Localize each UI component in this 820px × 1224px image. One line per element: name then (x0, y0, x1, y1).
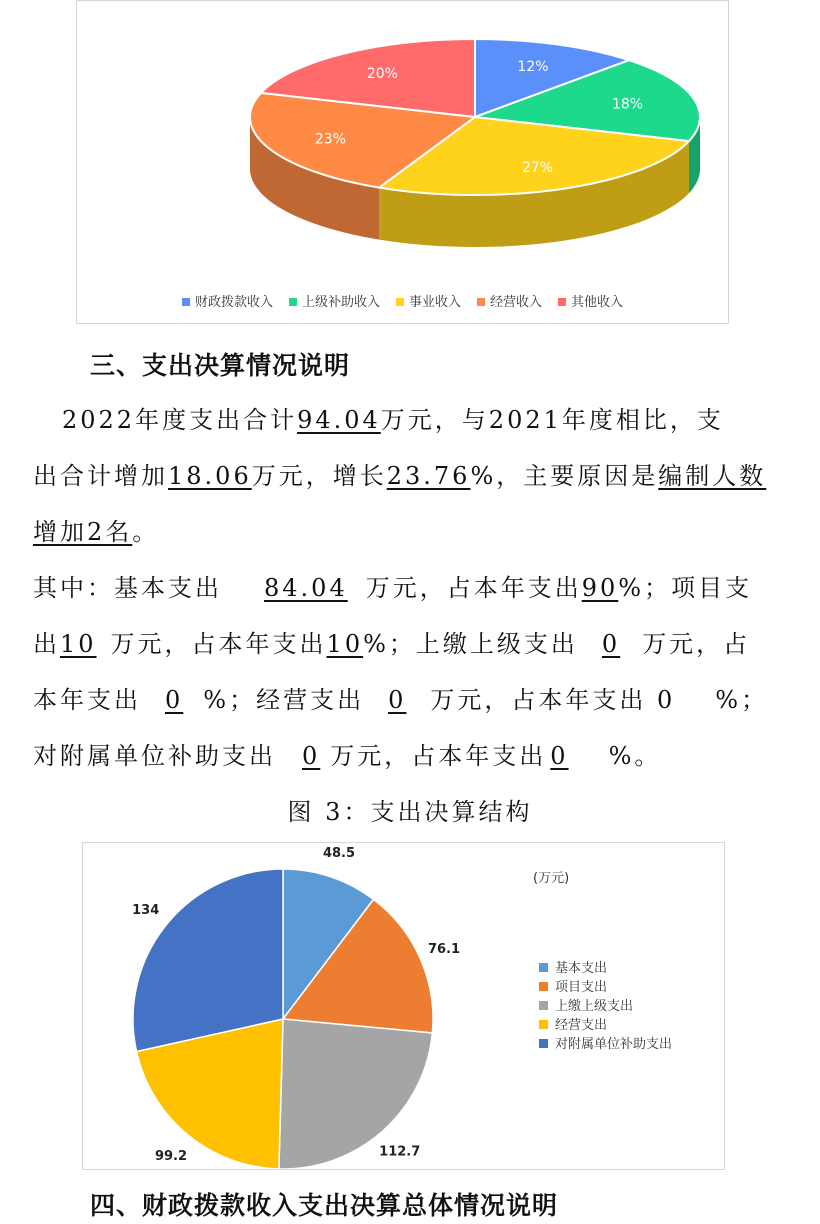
income-legend-item-0: 财政拨款收入 (182, 291, 273, 310)
income-legend-item-3: 经营收入 (477, 291, 542, 310)
income-pie-svg (77, 1, 728, 291)
expenditure-slice-label-2: 112.7 (379, 1144, 421, 1160)
paragraph-line-4: 其中：基本支出 84.04 万元，占本年支出90%；项目支 (33, 574, 753, 602)
section-heading-fiscal: 四、财政拨款收入支出决算总体情况说明 (90, 1191, 559, 1220)
expenditure-legend-item-4: 对附属单位补助支出 (539, 1035, 672, 1054)
paragraph-line-6: 本年支出 0 %；经营支出 0 万元，占本年支出 0 %； (33, 686, 769, 714)
income-legend-item-1: 上级补助收入 (289, 291, 380, 310)
expenditure-legend-item-2: 上缴上级支出 (539, 997, 672, 1016)
section-heading-expenditure: 三、支出决算情况说明 (90, 351, 351, 380)
expenditure-legend-item-1: 项目支出 (539, 978, 672, 997)
paragraph-line-5: 出10 万元，占本年支出10%；上缴上级支出 0 万元，占 (33, 630, 751, 658)
expenditure-slice-label-1: 76.1 (428, 942, 461, 958)
income-pie-chart (76, 0, 729, 324)
expenditure-slice-4 (133, 869, 283, 1052)
expenditure-pie-chart (82, 842, 725, 1170)
income-legend-item-4: 其他收入 (558, 291, 623, 310)
paragraph-line-1: 2022年度支出合计94.04万元，与2021年度相比，支 (62, 406, 724, 434)
expenditure-legend (539, 959, 672, 1054)
growth-rate: 23.76 (386, 462, 471, 490)
income-slice-label-2: 27% (521, 160, 554, 177)
income-legend (77, 291, 728, 310)
income-legend-item-2: 事业收入 (396, 291, 461, 310)
expenditure-slice-label-0: 48.5 (322, 846, 356, 862)
increase-amount: 18.06 (168, 462, 252, 490)
income-slice-label-1: 18% (611, 96, 644, 113)
paragraph-line-2: 出合计增加18.06万元，增长23.76%，主要原因是编制人数 (33, 462, 767, 490)
income-slice-label-4: 20% (366, 65, 398, 82)
income-slice-label-3: 23% (314, 131, 347, 148)
expenditure-legend-item-0: 基本支出 (539, 959, 672, 978)
paragraph-line-3: 增加2名。 (33, 518, 160, 546)
basic-expenditure-value: 84.04 (264, 574, 348, 602)
income-slice-label-0: 12% (517, 59, 549, 76)
total-expenditure-value: 94.04 (297, 406, 381, 434)
paragraph-line-7: 对附属单位补助支出 0 万元，占本年支出 0 %。 (33, 742, 662, 770)
expenditure-slice-label-3: 99.2 (154, 1148, 188, 1164)
expenditure-slice-label-4: 134 (132, 902, 160, 918)
unit-label: (万元) (533, 871, 570, 886)
figure-caption: 图 3：支出决算结构 (287, 798, 533, 826)
expenditure-legend-item-3: 经营支出 (539, 1016, 672, 1035)
